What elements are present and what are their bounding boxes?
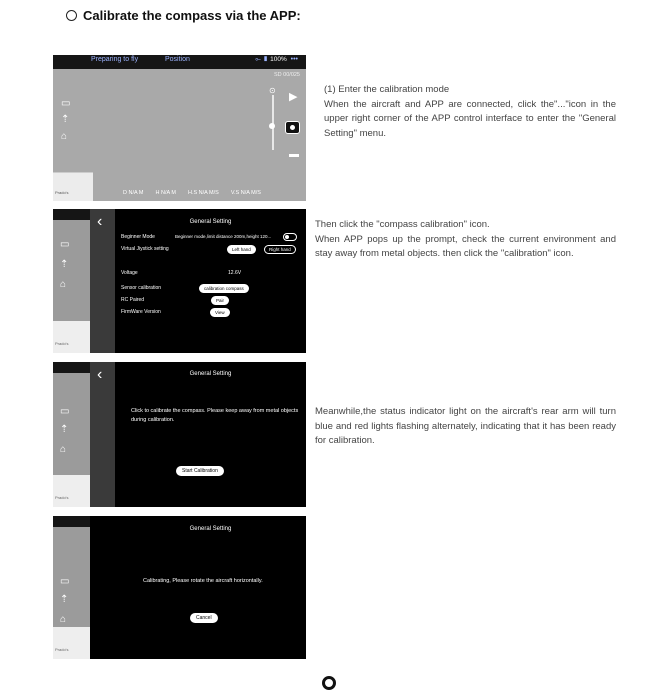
step1-paragraph: When the aircraft and APP are connected, click the"..."icon in the upper right corner of the APP control interface to enter the "General Setting" menu. bbox=[324, 98, 616, 139]
step1-title: (1) Enter the calibration mode bbox=[324, 84, 450, 95]
calibration-compass-button[interactable]: calibration compass bbox=[199, 284, 249, 293]
return-home-icon[interactable]: ⌂ bbox=[60, 614, 67, 625]
radio-circle-icon bbox=[66, 10, 77, 21]
step3-text bbox=[315, 405, 616, 449]
heading-text: Calibrate the compass via the APP: bbox=[83, 8, 301, 23]
beginner-mode-value: Beginner mode,limit distance 200m,height 120... bbox=[175, 234, 272, 239]
page-number-mark bbox=[322, 676, 336, 690]
beginner-mode-label: Beginner Mode bbox=[121, 234, 155, 240]
battery-icon[interactable]: ▭ bbox=[60, 406, 70, 417]
takeoff-icon[interactable]: ⇡ bbox=[60, 594, 69, 605]
left-control-strip bbox=[53, 362, 90, 507]
app-flight-screen bbox=[53, 55, 306, 201]
calibrating-screen bbox=[53, 516, 306, 659]
folder-icon[interactable]: ▬ bbox=[289, 149, 299, 160]
start-calibration-button[interactable]: Start Calibration bbox=[176, 466, 224, 476]
settings-title: General Setting bbox=[189, 526, 232, 532]
mini-map[interactable]: Prado's bbox=[53, 475, 90, 507]
battery-icon[interactable]: ▭ bbox=[61, 98, 71, 109]
status-battery: ⟜ ▮ 100% ••• bbox=[255, 56, 298, 63]
step2-paragraph: When APP pops up the prompt, check the current environment and stay away from metal objects. then click the "calibration" icon. bbox=[315, 233, 616, 259]
photo-shutter-icon[interactable] bbox=[285, 121, 300, 134]
mini-map[interactable]: Prado's bbox=[53, 627, 90, 659]
rc-paired-label: RC Paired bbox=[121, 297, 145, 303]
voltage-label: Voltage bbox=[121, 270, 138, 276]
telemetry-height: H N/A M bbox=[155, 190, 176, 196]
telemetry-distance: D N/A M bbox=[123, 190, 144, 196]
settings-title: General Setting bbox=[189, 219, 232, 225]
step1-text bbox=[324, 83, 616, 141]
calibration-prompt-screen bbox=[53, 362, 306, 507]
calibration-instruction: Click to calibrate the compass. Please keep away from metal objects during calibration. bbox=[131, 408, 299, 423]
joystick-label: Virtual Jiystick setting bbox=[121, 246, 169, 252]
battery-icon[interactable]: ▭ bbox=[60, 576, 70, 587]
sensor-calibration-label: Sensor calibration bbox=[121, 285, 162, 291]
return-home-icon[interactable]: ⌂ bbox=[60, 444, 67, 455]
cancel-button[interactable]: Cancel bbox=[190, 613, 218, 623]
step3-paragraph: Meanwhile,the status indicator light on the aircraft's rear arm will turn blue and red lights flashing alternately, indicating that it has been ready for calibration. bbox=[315, 406, 616, 446]
telemetry-vspeed: V.S N/A M/S bbox=[230, 190, 261, 196]
chevron-left-icon: ‹ bbox=[97, 213, 103, 230]
battery-icon[interactable]: ▭ bbox=[60, 239, 70, 250]
step2-text bbox=[315, 218, 616, 262]
settings-title: General Setting bbox=[189, 371, 232, 377]
chevron-left-icon: ‹ bbox=[97, 366, 103, 383]
left-control-strip bbox=[53, 209, 90, 353]
status-mode: Position bbox=[165, 56, 190, 63]
zoom-slider-handle[interactable] bbox=[269, 123, 275, 129]
firmware-label: FirmWare Version bbox=[121, 309, 161, 315]
mini-map[interactable]: Prado's bbox=[53, 321, 90, 353]
pair-button[interactable]: Pair bbox=[211, 296, 229, 305]
return-home-icon[interactable]: ⌂ bbox=[61, 131, 68, 142]
telemetry-readout bbox=[123, 190, 261, 196]
left-hand-button[interactable]: Left hand bbox=[227, 245, 256, 254]
takeoff-icon[interactable]: ⇡ bbox=[61, 114, 70, 125]
left-control-strip bbox=[53, 516, 90, 659]
general-setting-screen bbox=[53, 209, 306, 353]
telemetry-hspeed: H.S N/A M/S bbox=[187, 190, 219, 196]
beginner-mode-toggle[interactable] bbox=[283, 233, 297, 241]
video-camera-icon[interactable]: ▶ bbox=[289, 91, 298, 103]
back-button[interactable] bbox=[90, 362, 115, 507]
app-status-bar bbox=[53, 55, 306, 69]
return-home-icon[interactable]: ⌂ bbox=[60, 279, 67, 290]
back-area bbox=[90, 516, 115, 659]
view-button[interactable]: View bbox=[210, 308, 230, 317]
settings-dial-icon[interactable]: ⊙ bbox=[269, 86, 276, 95]
section-heading bbox=[66, 8, 301, 23]
takeoff-icon[interactable]: ⇡ bbox=[60, 424, 69, 435]
mini-map[interactable]: Prado's bbox=[53, 172, 93, 201]
voltage-value: 12.6V bbox=[228, 270, 242, 276]
sd-card-status: SD 00/025 bbox=[274, 72, 300, 78]
step2-title: Then click the "compass calibration" icon. bbox=[315, 219, 490, 230]
takeoff-icon[interactable]: ⇡ bbox=[60, 259, 69, 270]
calibrating-message: Calibrating, Please rotate the aircraft horizontally. bbox=[143, 578, 263, 584]
right-hand-button[interactable]: Right hand bbox=[264, 245, 296, 254]
back-button[interactable] bbox=[90, 209, 115, 353]
status-flight-state: Preparing to fly bbox=[91, 56, 139, 63]
